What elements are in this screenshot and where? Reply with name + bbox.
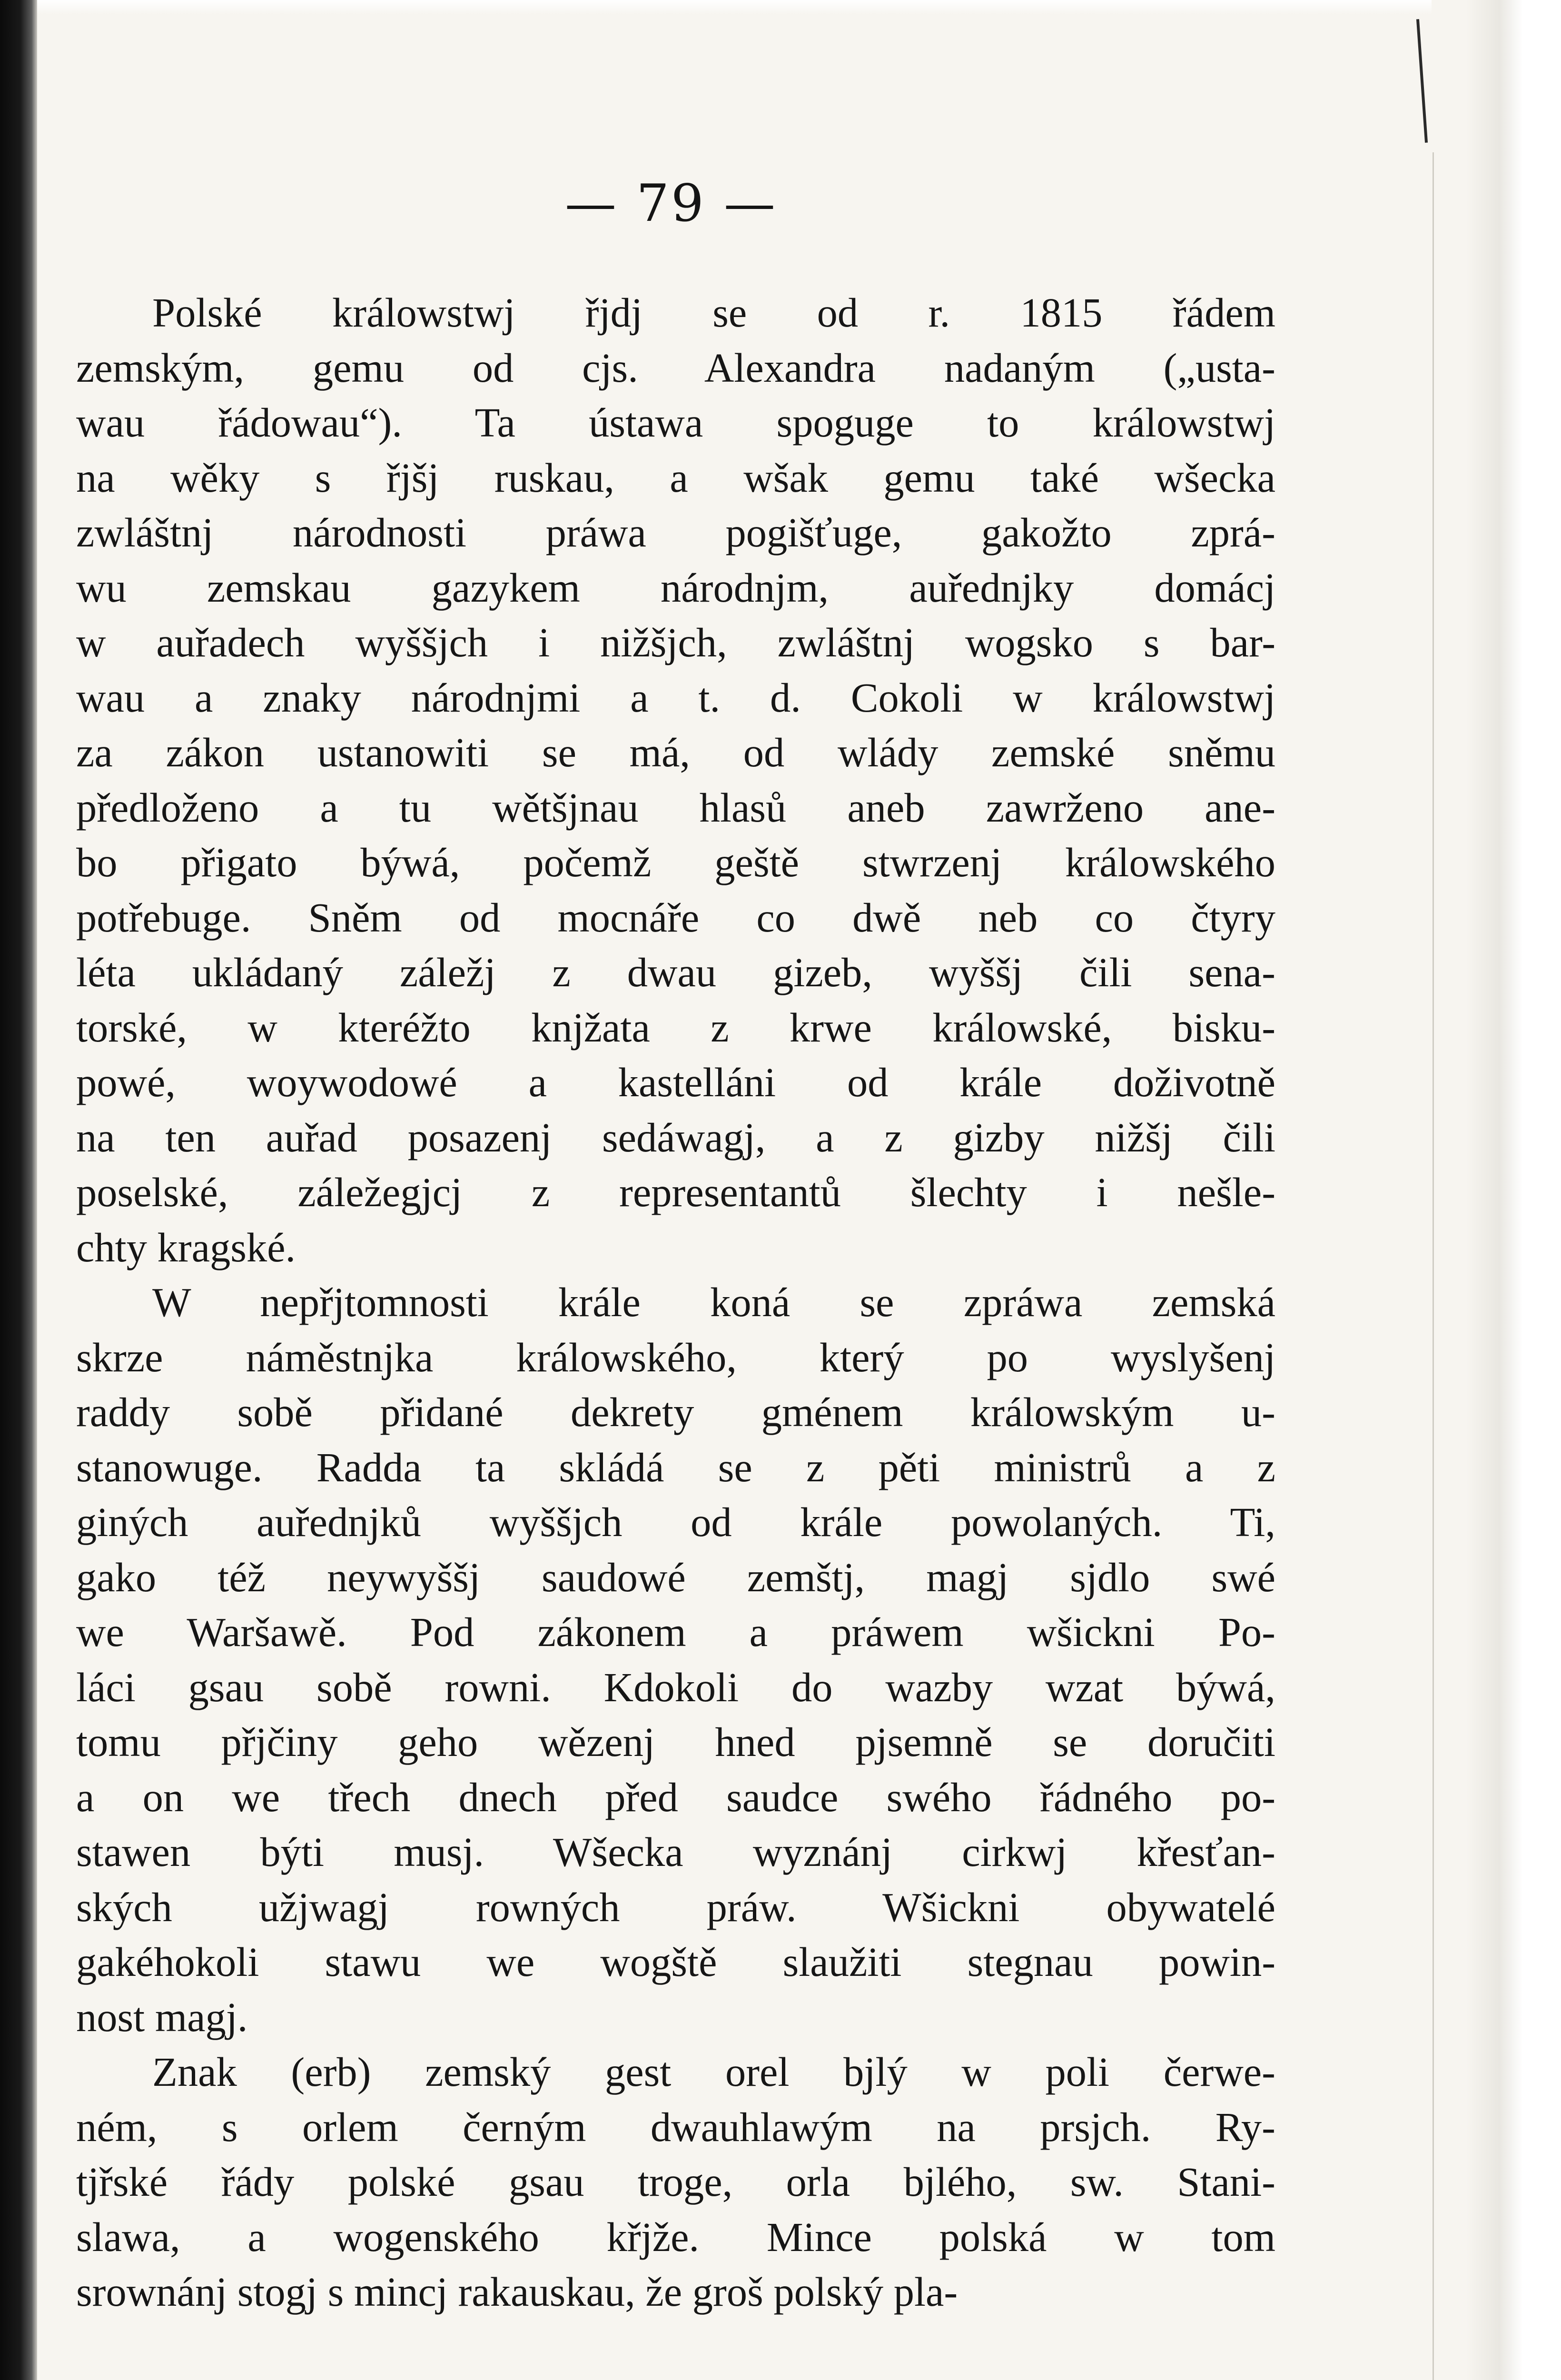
text-line: zemským, gemu od cjs. Alexandra nadaným („usta- (76, 345, 1275, 391)
page-right-edge (1466, 0, 1561, 2380)
text-line: poselské, záležegjcj z representantů šlechty i nešle- (76, 1170, 1275, 1215)
text-line: wu zemskau gazykem národnjm, auřednjky domácj (76, 565, 1275, 611)
text-line: za zákon ustanowiti se má, od wlády zemské sněmu (76, 730, 1275, 775)
text-line: srownánj stogj s mincj rakauskau, že groš polský pla- (76, 2269, 958, 2315)
text-line: bo přigato býwá, počemž geště stwrzenj králowského (76, 840, 1275, 885)
page-fold-line (1433, 152, 1434, 2380)
text-line: láci gsau sobě rowni. Kdokoli do wazby wzat býwá, (76, 1664, 1275, 1710)
text-line: tomu přjčiny geho wězenj hned pjsemně se doručiti (76, 1719, 1275, 1765)
text-line: a on we třech dnech před saudce swého řádného po- (76, 1774, 1275, 1820)
text-line: wau řádowau“). Ta ústawa spoguge to králowstwj (76, 400, 1275, 446)
text-line: wau a znaky národnjmi a t. d. Cokoli w králowstwj (76, 674, 1275, 721)
page-top-edge (37, 0, 1432, 14)
text-line: ném, s orlem černým dwauhlawým na prsjch. Ry- (76, 2104, 1275, 2150)
text-line: ských užjwagj rowných práw. Wšickni obywatelé (76, 1884, 1275, 1930)
torn-edge-mark (1416, 19, 1428, 143)
text-line: Znak (erb) zemský gest orel bjlý w poli čerwe- (152, 2049, 1275, 2095)
paragraph (76, 1275, 1275, 2045)
text-line: W nepřjtomnosti krále koná se zpráwa zemská (152, 1279, 1275, 1325)
text-line: na ten auřad posazenj sedáwagj, a z gizby nižšj čili (76, 1114, 1275, 1160)
text-line: zwláštnj národnosti práwa pogišťuge, gakožto zprá- (76, 510, 1275, 555)
paragraph (76, 286, 1275, 1275)
text-line: torské, w kteréžto knjžata z krwe králowské, bisku- (76, 1004, 1275, 1051)
paragraph (76, 2045, 1275, 2320)
text-line: Polské králowstwj řjdj se od r. 1815 řádem (152, 290, 1275, 336)
text-line: skrze náměstnjka králowského, který po wyslyšenj (76, 1334, 1275, 1380)
text-line: nost magj. (76, 1994, 248, 2040)
text-line: giných auřednjků wyššjch od krále powolaných. Ti, (76, 1499, 1275, 1545)
text-line: w auřadech wyššjch i nižšjch, zwláštnj wogsko s bar- (76, 620, 1275, 665)
book-binding-edge (0, 0, 37, 2380)
page-number: — 79 — (564, 174, 778, 233)
text-line: gako též neywyššj saudowé zemštj, magj sjdlo swé (76, 1554, 1275, 1600)
text-line: léta ukládaný záležj z dwau gizeb, wyššj čili sena- (76, 950, 1275, 995)
text-line: stawen býti musj. Wšecka wyznánj cirkwj křesťan- (76, 1829, 1275, 1875)
text-line: potřebuge. Sněm od mocnáře co dwě neb co čtyry (76, 894, 1275, 941)
text-line: na wěky s řjšj ruskau, a wšak gemu také wšecka (76, 455, 1275, 501)
text-line: chty kragské. (76, 1224, 296, 1270)
text-line: powé, woywodowé a kastelláni od krále doživotně (76, 1060, 1275, 1105)
text-line: raddy sobě přidané dekrety gménem králowským u- (76, 1389, 1275, 1435)
text-line: gakéhokoli stawu we wogště slaužiti stegnau powin- (76, 1939, 1275, 1985)
text-line: stanowuge. Radda ta skládá se z pěti ministrů a z (76, 1444, 1275, 1490)
text-line: we Waršawě. Pod zákonem a práwem wšickni Po- (76, 1609, 1275, 1655)
text-line: slawa, a wogenského křjže. Mince polská w tom (76, 2214, 1275, 2260)
text-line: tjřské řády polské gsau troge, orla bjlého, sw. Stani- (76, 2159, 1275, 2205)
text-line: předloženo a tu wětšjnau hlasů aneb zawrženo ane- (76, 784, 1275, 831)
body-text (76, 286, 1275, 2320)
